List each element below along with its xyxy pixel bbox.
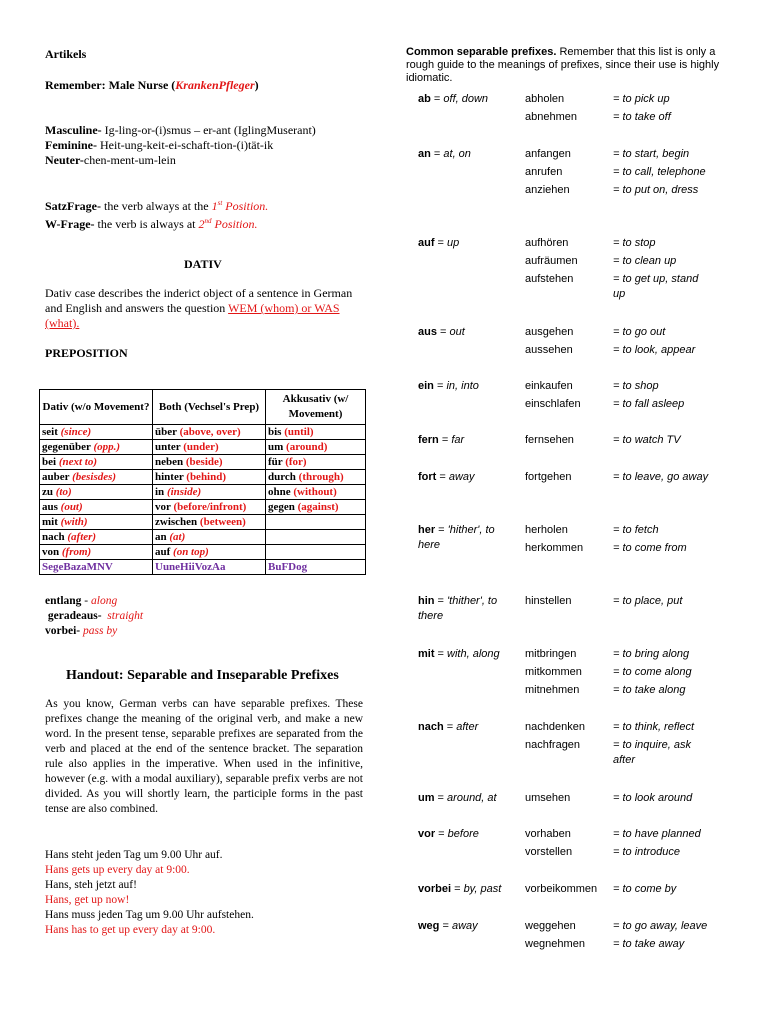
verb-meaning: = to watch TV	[613, 434, 681, 446]
table-cell: gegenüber (opp.)	[40, 440, 153, 455]
prefix-meaning: off, down	[443, 93, 489, 105]
verb-meaning: = to stop	[613, 237, 656, 249]
neuter-text: chen-ment-um-lein	[83, 153, 176, 167]
wfrage-line	[45, 214, 365, 232]
example-sentence: Hans gets up every day at 9:00.	[45, 864, 190, 876]
geradeaus-line: geradeaus- straight	[47, 610, 144, 622]
prefix-word: auf	[418, 237, 435, 249]
wfrage-label: W-Frage-	[45, 217, 95, 231]
verb: einschlafen	[525, 398, 581, 410]
verb: herholen	[525, 524, 568, 536]
meaning-column	[613, 236, 713, 305]
verb-column	[525, 470, 615, 488]
prefix-meaning: out	[449, 326, 465, 338]
verb-column	[525, 882, 615, 900]
prefix-mit: mit = with, along	[418, 648, 500, 660]
verb: abholen	[525, 93, 565, 105]
table-cell: gegen (against)	[266, 500, 366, 515]
verb: hinstellen	[525, 595, 572, 607]
preposition-title: PREPOSITION	[45, 346, 128, 360]
verb-meaning: = to come by	[613, 883, 677, 895]
table-cell: bei (next to)	[40, 455, 153, 470]
table-cell: vor (before/infront)	[153, 500, 266, 515]
meaning-column	[613, 147, 713, 201]
example-sentence: Hans, get up now!	[45, 894, 130, 906]
satzfrage-label: SatzFrage-	[45, 199, 101, 213]
verb-meaning: = to start, begin	[613, 148, 690, 160]
verb: mitkommen	[525, 666, 582, 678]
prefix-meaning: 'hither', to here	[418, 524, 495, 551]
verb-meaning: = to think, reflect	[613, 721, 695, 733]
frage-rules	[45, 196, 365, 232]
gender-endings	[45, 123, 365, 168]
common-prefixes-intro	[406, 46, 744, 85]
header-both: Both (Vechsel's Prep)	[153, 390, 266, 425]
table-cell: mit (with)	[40, 515, 153, 530]
example-sentence: Hans has to get up every day at 9:00.	[45, 924, 216, 936]
verb: aufräumen	[525, 255, 578, 267]
wfrage-text: the verb is always at	[94, 217, 199, 231]
prefix-vorbei: vorbei = by, past	[418, 883, 502, 895]
meaning-column	[613, 325, 713, 361]
entlang-line: entlang - along	[45, 595, 118, 607]
artikels-heading: Artikels	[45, 47, 87, 61]
prefix-word: fort	[418, 471, 437, 483]
mnemonic-cell: BuFDog	[266, 560, 366, 575]
table-cell: um (around)	[266, 440, 366, 455]
verb-meaning: = to inquire, ask after	[613, 739, 691, 766]
table-cell	[266, 530, 366, 545]
verb-column	[525, 379, 615, 415]
verb: aufstehen	[525, 273, 574, 285]
table-cell	[266, 545, 366, 560]
verb: weggehen	[525, 920, 576, 932]
reminder-line	[45, 78, 259, 93]
masculine-label: Masculine-	[45, 123, 102, 137]
verb: aussehen	[525, 344, 573, 356]
table-cell: an (at)	[153, 530, 266, 545]
prefix-ab: ab = off, down	[418, 93, 489, 105]
verb-column	[525, 791, 615, 809]
feminine-text: Heit-ung-keit-ei-schaft-tion-(i)tät-ik	[97, 138, 274, 152]
verb: umsehen	[525, 792, 571, 804]
verb: vorhaben	[525, 828, 571, 840]
table-row	[40, 470, 366, 485]
verb-meaning: = to get up, stand up	[613, 273, 699, 300]
table-cell: ohne (without)	[266, 485, 366, 500]
neuter-line	[45, 153, 365, 168]
prefix-word: weg	[418, 920, 440, 932]
example-sentence: Hans muss jeden Tag um 9.00 Uhr aufstehen.	[45, 909, 254, 921]
prefix-meaning: away	[451, 920, 478, 932]
verb-meaning: = to fetch	[613, 524, 659, 536]
satzfrage-position: 1st Position.	[211, 199, 269, 213]
handout-title: Handout: Separable and Inseparable Prefixes	[66, 668, 339, 683]
table-cell: seit (since)	[40, 425, 153, 440]
verb-meaning: = to place, put	[613, 595, 683, 607]
table-cell: auber (besisdes)	[40, 470, 153, 485]
verb-meaning: = to leave, go away	[613, 471, 709, 483]
verb-meaning: = to introduce	[613, 846, 680, 858]
verb: mitbringen	[525, 648, 577, 660]
reminder-prefix: Remember: Male Nurse (	[45, 78, 176, 92]
meaning-column	[613, 594, 713, 612]
table-cell: auf (on top)	[153, 545, 266, 560]
verb-meaning: = to shop	[613, 380, 659, 392]
table-cell: bis (until)	[266, 425, 366, 440]
example-sentence: Hans steht jeden Tag um 9.00 Uhr auf.	[45, 849, 223, 861]
table-row	[40, 545, 366, 560]
verb: einkaufen	[525, 380, 573, 392]
prefix-auf: auf = up	[418, 237, 460, 249]
table-cell: für (for)	[266, 455, 366, 470]
prefix-her: her = 'hither', to here	[418, 524, 495, 551]
mnemonic-cell: SegeBazaMNV	[40, 560, 153, 575]
prefix-meaning: with, along	[447, 648, 500, 660]
prefix-fern: fern = far	[418, 434, 465, 446]
verb-meaning: = to bring along	[613, 648, 690, 660]
verb: nachdenken	[525, 721, 585, 733]
table-row	[40, 500, 366, 515]
verb-column	[525, 523, 615, 559]
verb-column	[525, 919, 615, 955]
verb-meaning: = to come along	[613, 666, 692, 678]
example-sentences	[45, 848, 254, 938]
prefix-word: vor	[418, 828, 436, 840]
vorbei-line: vorbei- pass by	[45, 625, 118, 637]
verb: fernsehen	[525, 434, 574, 446]
neuter-label: Neuter-	[45, 153, 84, 167]
prefix-meaning: up	[447, 237, 460, 249]
verb-meaning: = to take away	[613, 938, 685, 950]
prefix-aus: aus = out	[418, 326, 465, 338]
table-cell	[266, 515, 366, 530]
prefix-word: an	[418, 148, 431, 160]
meaning-column	[613, 882, 713, 900]
prefix-weg: weg = away	[418, 920, 478, 932]
meaning-column	[613, 791, 713, 809]
table-cell: über (above, over)	[153, 425, 266, 440]
verb-meaning: = to fall asleep	[613, 398, 685, 410]
verb: nachfragen	[525, 739, 581, 751]
feminine-label: Feminine-	[45, 138, 97, 152]
prefix-meaning: at, on	[443, 148, 471, 160]
verb: aufhören	[525, 237, 569, 249]
example-sentence: Hans, steh jetzt auf!	[45, 879, 137, 891]
verb-meaning: = to pick up	[613, 93, 670, 105]
verb-column	[525, 92, 615, 128]
table-cell: von (from)	[40, 545, 153, 560]
satzfrage-line	[45, 196, 365, 214]
dativ-title: DATIV	[184, 257, 222, 271]
table-row	[40, 440, 366, 455]
verb-meaning: = to go out	[613, 326, 666, 338]
feminine-line	[45, 138, 365, 153]
prefix-meaning: around, at	[447, 792, 497, 804]
handout-body: As you know, German verbs can have separable prefixes. These prefixes change the meaning of the original verb, and make a new word. In the present tense, separable prefixes are separated from the verb and placed at the end of the sentence bracket. The separation rule also applies in the imperative. When used in the infinitive, however (e.g. with a modal auxiliary), separable prefix verbs are not divided. As you will shortly learn, the participle forms in the past tense are also combined.	[45, 698, 363, 815]
prefix-word: vorbei	[418, 883, 452, 895]
verb-meaning: = to look around	[613, 792, 693, 804]
table-cell: neben (beside)	[153, 455, 266, 470]
table-row	[40, 530, 366, 545]
table-row	[40, 425, 366, 440]
verb-meaning: = to go away, leave	[613, 920, 708, 932]
verb-column	[525, 827, 615, 863]
table-cell: aus (out)	[40, 500, 153, 515]
verb: abnehmen	[525, 111, 577, 123]
verb: ausgehen	[525, 326, 574, 338]
table-cell: nach (after)	[40, 530, 153, 545]
table-header-row	[40, 390, 366, 425]
verb-column	[525, 433, 615, 451]
verb: fortgehen	[525, 471, 572, 483]
prefix-meaning: after	[456, 721, 479, 733]
prefix-word: aus	[418, 326, 437, 338]
table-cell: in (inside)	[153, 485, 266, 500]
wfrage-position: 2nd Position.	[198, 217, 258, 231]
table-row	[40, 455, 366, 470]
verb: anrufen	[525, 166, 563, 178]
verb-column	[525, 647, 615, 701]
header-akkusativ: Akkusativ (w/ Movement)	[266, 390, 366, 425]
verb-meaning: = to take along	[613, 684, 686, 696]
meaning-column	[613, 470, 713, 488]
verb-meaning: = to take off	[613, 111, 671, 123]
dativ-question: WEM (whom) or WAS (what).	[45, 301, 340, 330]
verb: herkommen	[525, 542, 584, 554]
meaning-column	[613, 647, 713, 701]
prefix-fort: fort = away	[418, 471, 475, 483]
verb: mitnehmen	[525, 684, 580, 696]
prefix-meaning: away	[448, 471, 475, 483]
masculine-text: Ig-ling-or-(i)smus – er-ant (IglingMuserant)	[101, 123, 316, 137]
dativ-description: Dativ case describes the inderict object of a sentence in German and English and answers the question WEM (whom) or WAS (what).	[45, 286, 353, 330]
verb-meaning: = to have planned	[613, 828, 701, 840]
prefix-an: an = at, on	[418, 148, 471, 160]
verb: vorstellen	[525, 846, 573, 858]
prefix-word: hin	[418, 595, 435, 607]
common-prefixes-title: Common separable prefixes.	[406, 46, 557, 58]
prefix-meaning: far	[451, 434, 465, 446]
table-row	[40, 515, 366, 530]
table-row	[40, 485, 366, 500]
prefix-word: nach	[418, 721, 444, 733]
table-cell: unter (under)	[153, 440, 266, 455]
table-cell: zu (to)	[40, 485, 153, 500]
prefix-hin: hin = 'thither', to there	[418, 595, 498, 622]
meaning-column	[613, 919, 713, 955]
meaning-column	[613, 92, 713, 128]
prefix-word: ein	[418, 380, 434, 392]
table-cell: zwischen (between)	[153, 515, 266, 530]
preposition-table	[39, 389, 366, 575]
prefix-meaning: before	[447, 828, 479, 840]
meaning-column	[613, 379, 713, 415]
meaning-column	[613, 433, 713, 451]
prefix-word: um	[418, 792, 435, 804]
verb-meaning: = to call, telephone	[613, 166, 706, 178]
verb-column	[525, 325, 615, 361]
table-cell: durch (through)	[266, 470, 366, 485]
masculine-line	[45, 123, 365, 138]
adverb-list	[45, 594, 143, 639]
common-prefixes-text: Remember that this list is only a rough guide to the meanings of prefixes, since their use is highly idiomatic.	[406, 46, 720, 84]
verb-meaning: = to clean up	[613, 255, 677, 267]
prefix-vor: vor = before	[418, 828, 479, 840]
prefix-meaning: 'thither', to there	[418, 595, 498, 622]
prefix-word: her	[418, 524, 436, 536]
prefix-meaning: by, past	[463, 883, 502, 895]
verb-column	[525, 594, 615, 612]
reminder-word: KrankenPfleger	[175, 78, 255, 92]
verb-column	[525, 720, 615, 771]
prefix-meaning: in, into	[446, 380, 479, 392]
mnemonic-row	[40, 560, 366, 575]
prefix-word: fern	[418, 434, 439, 446]
verb: anziehen	[525, 184, 570, 196]
prefix-word: ab	[418, 93, 431, 105]
meaning-column	[613, 827, 713, 863]
prefix-nach: nach = after	[418, 721, 479, 733]
satzfrage-text: the verb always at the	[100, 199, 212, 213]
mnemonic-cell: UuneHiiVozAa	[153, 560, 266, 575]
table-cell: hinter (behind)	[153, 470, 266, 485]
verb-column	[525, 236, 615, 305]
verb: anfangen	[525, 148, 571, 160]
verb: vorbeikommen	[525, 883, 598, 895]
meaning-column	[613, 720, 713, 771]
verb-meaning: = to look, appear	[613, 344, 696, 356]
header-dativ: Dativ (w/o Movement?	[40, 390, 153, 425]
prefix-word: mit	[418, 648, 435, 660]
meaning-column	[613, 523, 713, 559]
verb-column	[525, 147, 615, 201]
reminder-suffix: )	[254, 78, 259, 92]
verb-meaning: = to put on, dress	[613, 184, 699, 196]
verb: wegnehmen	[525, 938, 585, 950]
verb-meaning: = to come from	[613, 542, 687, 554]
prefix-um: um = around, at	[418, 792, 497, 804]
prefix-ein: ein = in, into	[418, 380, 479, 392]
